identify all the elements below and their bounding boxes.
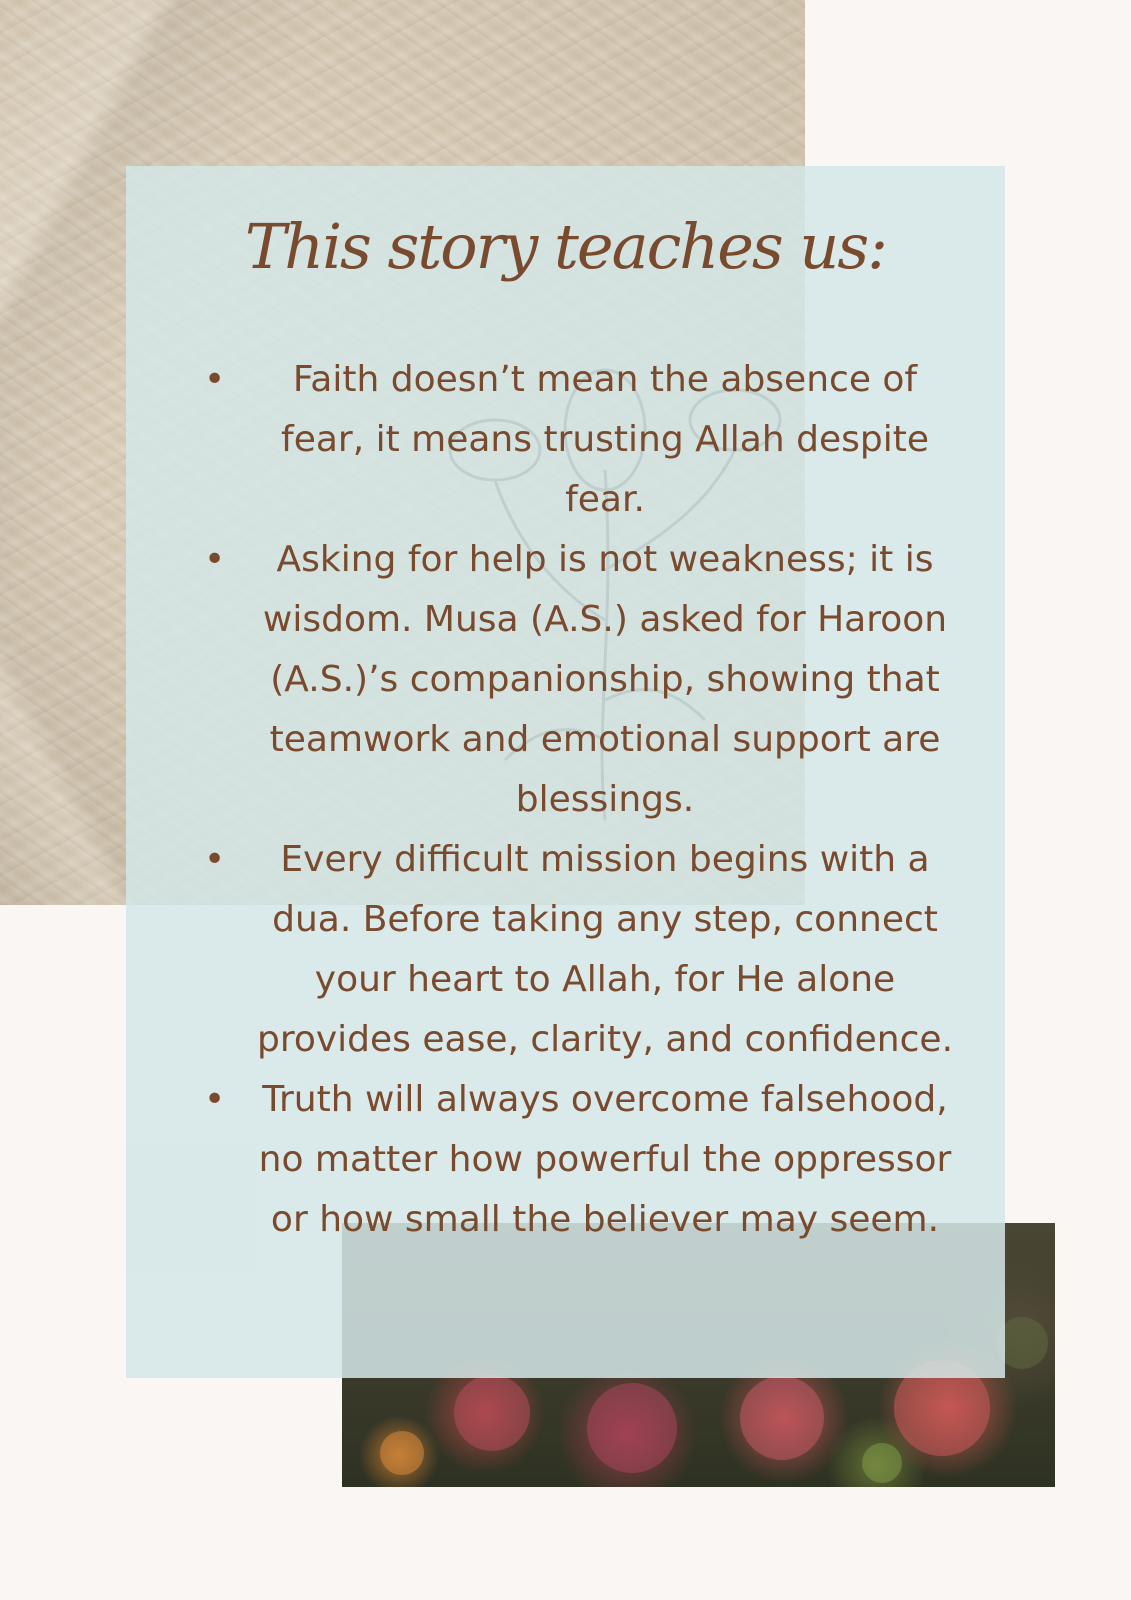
- list-item: [200, 1070, 960, 1250]
- bullet-icon: •: [204, 839, 226, 880]
- bullet-icon: •: [204, 1079, 226, 1120]
- list-item: [200, 830, 960, 1070]
- page-title: This story teaches us:: [244, 210, 887, 283]
- list-item-text: Asking for help is not weakness; it is wisdom. Musa (A.S.) asked for Haroon (A.S.)’s companionship, showing that teamwork and emotional support are blessings.: [262, 539, 948, 820]
- bullet-icon: •: [204, 359, 226, 400]
- list-item-text: Every difficult mission begins with a dua. Before taking any step, connect your heart to Allah, for He alone provides ease, clarity, and confidence.: [256, 839, 954, 1060]
- list-item-text: Faith doesn’t mean the absence of fear, it means trusting Allah despite fear.: [281, 359, 929, 520]
- lessons-list: [200, 350, 960, 1250]
- list-item: [200, 530, 960, 830]
- list-item: [200, 350, 960, 530]
- bullet-icon: •: [204, 539, 226, 580]
- list-item-text: Truth will always overcome falsehood, no matter how powerful the oppressor or how small the believer may seem.: [258, 1079, 952, 1240]
